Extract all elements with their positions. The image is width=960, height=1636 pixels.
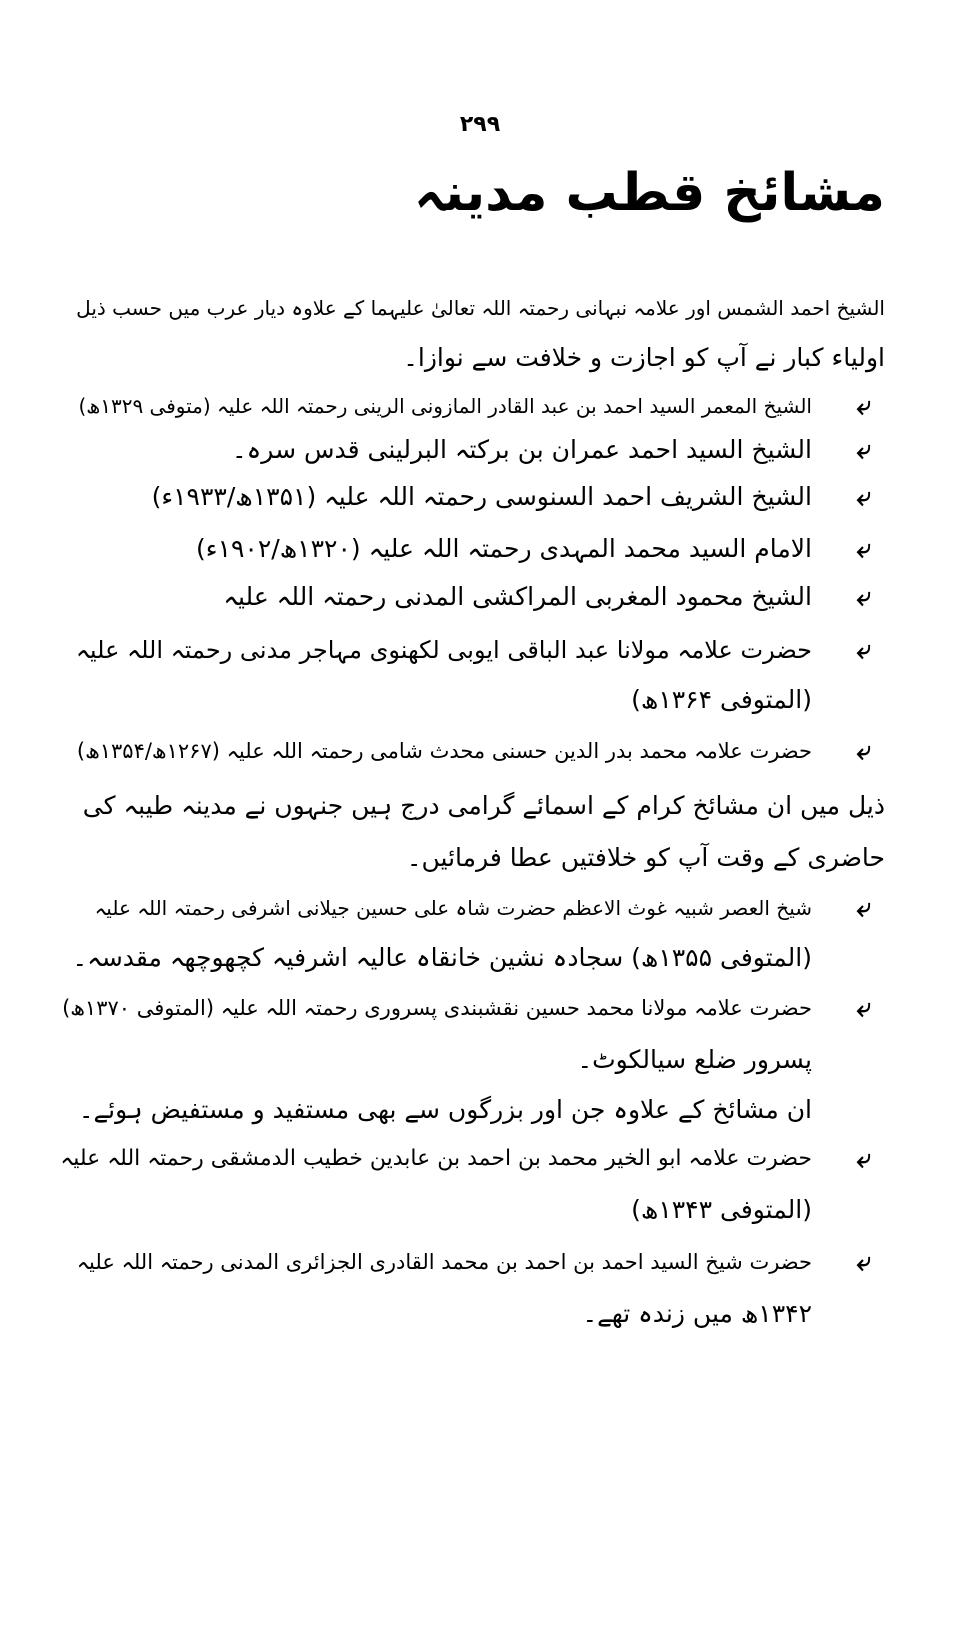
list-item-continuation: پسرور ضلع سیالکوٹ۔ (577, 1045, 812, 1074)
list-item-continuation: (المتوفی ۱۳۵۵ھ) سجادہ نشین خانقاہ عالیہ اشرفیہ کچھوچھہ مقدسہ۔ (72, 943, 812, 972)
curved-arrow-bullet-icon: ⤶ (856, 391, 872, 421)
list-item: الشیخ المعمر السید احمد بن عبد القادر المازونی الرینی رحمتہ اللہ علیہ (متوفی ۱۳۲۹ھ) (78, 394, 812, 418)
list-item: حضرت علامہ ابو الخیر محمد بن احمد بن عابدین خطیب الدمشقی رحمتہ اللہ علیہ (60, 1146, 812, 1171)
curved-arrow-bullet-icon: ⤶ (856, 993, 872, 1023)
curved-arrow-bullet-icon: ⤶ (856, 736, 872, 766)
curved-arrow-bullet-icon: ⤶ (856, 435, 872, 465)
list-item: الشیخ السید احمد عمران بن برکتہ البرلینی قدس سرہ۔ (231, 435, 812, 464)
curved-arrow-bullet-icon: ⤶ (856, 582, 872, 612)
middle-line: حاضری کے وقت آپ کو خلافتیں عطا فرمائیں۔ (406, 843, 885, 872)
list-item-continuation: (المتوفی ۱۳۶۴ھ) (631, 685, 812, 714)
list-item: شیخ العصر شبیہ غوث الاعظم حضرت شاہ علی حسین جیلانی اشرفی رحمتہ اللہ علیہ (94, 896, 812, 920)
curved-arrow-bullet-icon: ⤶ (856, 635, 872, 665)
note-line: ان مشائخ کے علاوہ جن اور بزرگوں سے بھی مستفید و مستفیض ہوئے۔ (78, 1095, 812, 1124)
list-item: الشیخ محمود المغربی المراکشی المدنی رحمتہ اللہ علیہ (223, 582, 812, 611)
curved-arrow-bullet-icon: ⤶ (856, 482, 872, 512)
list-item-continuation: ۱۳۴۲ھ میں زندہ تھے۔ (582, 1299, 812, 1328)
curved-arrow-bullet-icon: ⤶ (856, 1247, 872, 1277)
list-item: حضرت علامہ مولانا محمد حسین نقشبندی پسروری رحمتہ اللہ علیہ (المتوفی ۱۳۷۰ھ) (62, 996, 812, 1020)
curved-arrow-bullet-icon: ⤶ (856, 534, 872, 564)
curved-arrow-bullet-icon: ⤶ (856, 1144, 872, 1174)
list-item: حضرت شیخ السید احمد بن احمد بن محمد القادری الجزائری المدنی رحمتہ اللہ علیہ (76, 1250, 812, 1274)
page-title: مشائخ قطب مدینہ (413, 163, 885, 223)
middle-line: ذیل میں ان مشائخ کرام کے اسمائے گرامی درج ہیں جنہوں نے مدینہ طیبہ کی (82, 791, 885, 820)
curved-arrow-bullet-icon: ⤶ (856, 893, 872, 923)
list-item: الشیخ الشریف احمد السنوسی رحمتہ اللہ علیہ (۱۳۵۱ھ/۱۹۳۳ء) (151, 482, 812, 511)
page-number: ۲۹۹ (459, 112, 501, 137)
list-item: حضرت علامہ مولانا عبد الباقی ایوبی لکھنوی مہاجر مدنی رحمتہ اللہ علیہ (75, 636, 812, 664)
intro-line: اولیاء کبار نے آپ کو اجازت و خلافت سے نوازا۔ (403, 343, 885, 372)
list-item: حضرت علامہ محمد بدر الدین حسنی محدث شامی رحمتہ اللہ علیہ (۱۲۶۷ھ/۱۳۵۴ھ) (76, 739, 812, 763)
list-item-continuation: (المتوفی ۱۳۴۳ھ) (631, 1195, 812, 1224)
list-item: الامام السید محمد المہدی رحمتہ اللہ علیہ (۱۳۲۰ھ/۱۹۰۲ء) (196, 534, 812, 563)
intro-line: الشیخ احمد الشمس اور علامہ نبہانی رحمتہ اللہ تعالیٰ علیہما کے علاوہ دیار عرب میں حسب ذیل (76, 296, 885, 320)
